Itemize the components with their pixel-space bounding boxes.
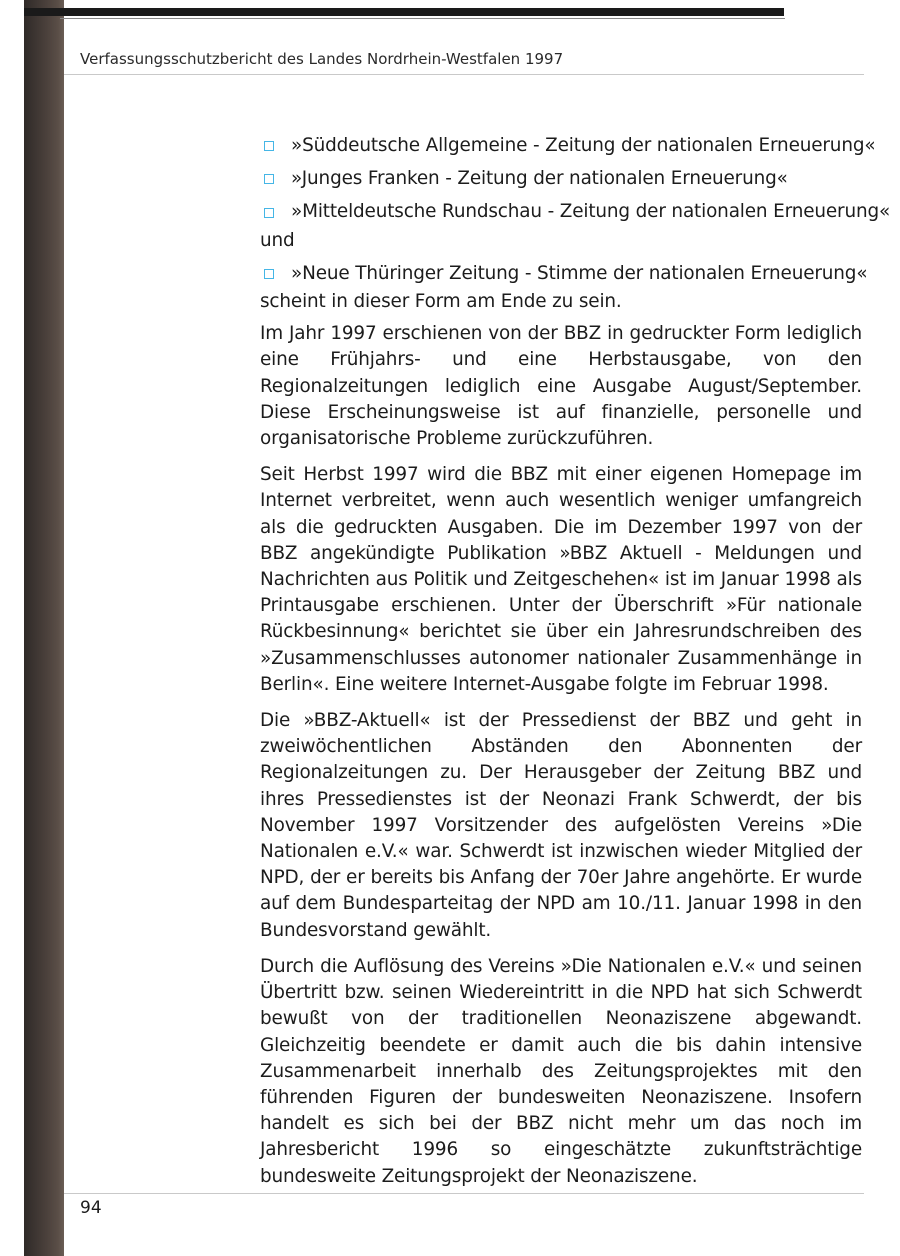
running-header: Verfassungsschutzbericht des Landes Nordrhein-Westfalen 1997 — [80, 50, 564, 68]
bullet-item-neue-thueringer — [260, 261, 868, 287]
bullet-text: »Neue Thüringer Zeitung - Stimme der nationalen Erneuerung« — [291, 262, 868, 284]
connector-word: und — [260, 229, 295, 251]
page-number: 94 — [80, 1198, 102, 1218]
paragraph-pressedienst: Die »BBZ-Aktuell« ist der Pressedienst der BBZ und geht in zweiwöchentlichen Abständen den Abonnenten der Regionalzeitungen zu. Der Herausgeber der Zeitung BBZ und ihres Pressedienstes ist der Neonazi Frank Schwerdt, der bis November 1997 Vorsitzender des aufgelösten Vereins »Die Nationalen e.V.« war. Schwerdt ist inzwischen wieder Mitglied der NPD, der er bereits bis Anfang der 70er Jahre angehörte. Er wurde auf dem Bundesparteitag der NPD am 10./11. Januar 1998 in den Bundesvorstand gewählt. — [260, 710, 862, 941]
checkbox-bullet-icon — [264, 141, 274, 151]
checkbox-bullet-icon — [264, 208, 274, 218]
footer-divider — [64, 1193, 864, 1194]
header-divider — [64, 74, 864, 75]
top-rule-thin — [60, 18, 785, 19]
bullet-item-mitteldeutsche — [260, 199, 891, 225]
bullet-item-sueddeutsche — [260, 133, 876, 159]
bullet-text: »Süddeutsche Allgemeine - Zeitung der nationalen Erneuerung« — [291, 135, 876, 156]
bullet-text: »Junges Franken - Zeitung der nationalen Erneuerung« — [291, 168, 788, 190]
bullet-text: »Mitteldeutsche Rundschau - Zeitung der nationalen Erneuerung« — [291, 201, 891, 223]
checkbox-bullet-icon — [264, 269, 274, 279]
bullet-item-junges-franken — [260, 166, 862, 192]
closing-line: scheint in dieser Form am Ende zu sein. — [260, 291, 622, 313]
paragraph-publications-1997: Im Jahr 1997 erschienen von der BBZ in gedruckter Form lediglich eine Frühjahrs- und eine Herbstausgabe, von den Regionalzeitungen lediglich eine Ausgabe August/September. Diese Erscheinungsweise ist auf finanzielle, personelle und organisatorische Probleme zurückzuführen. — [260, 323, 862, 450]
paragraph-aufloesung: Durch die Auflösung des Vereins »Die Nationalen e.V.« und seinen Übertritt bzw. seinen Wiedereintritt in die NPD hat sich Schwerdt bewußt von der traditionellen Neonaziszene abgewandt. Gleichzeitig beendete er damit auch die bis dahin intensive Zusammenarbeit innerhalb des Zeitungsprojektes mit den führenden Figuren der bundesweiten Neonaziszene. Insofern handelt es sich bei der BBZ nicht mehr um das noch im Jahresbericht 1996 so eingeschätzte zukunftsträchtige bundesweite Zeitungsprojekt der Neonaziszene. — [260, 955, 862, 1187]
checkbox-bullet-icon — [264, 174, 274, 184]
paragraph-internet-homepage: Seit Herbst 1997 wird die BBZ mit einer eigenen Homepage im Internet verbreitet, wenn auch wesentlich weniger umfangreich als die gedruckten Ausgaben. Die im Dezember 1997 von der BBZ angekündigte Publikation »BBZ Aktuell - Meldungen und Nachrichten aus Politik und Zeitgeschehen« ist im Januar 1998 als Printausgabe erschienen. Unter der Überschrift »Für nationale Rückbesinnung« berichtet sie über ein Jahresrundschreiben des »Zusammenschlusses autonomer nationaler Zusammenhänge in Berlin«. Eine weitere Internet-Ausgabe folgte im Februar 1998. — [260, 464, 862, 695]
page-body — [260, 133, 891, 1190]
top-rule-thick — [24, 8, 784, 16]
scan-binding-edge — [24, 0, 64, 1256]
